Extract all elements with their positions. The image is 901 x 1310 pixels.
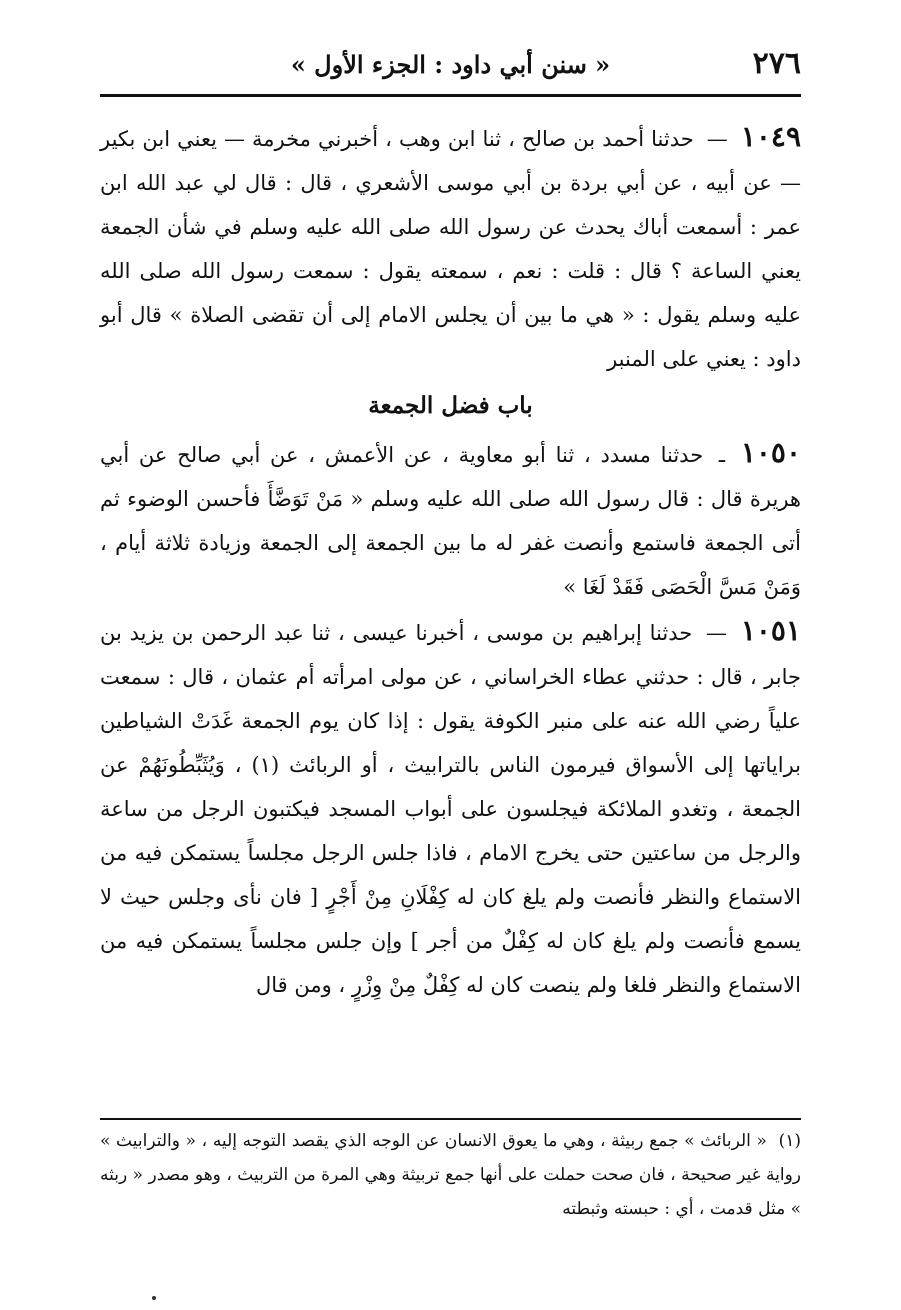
footnote-text: « الربائث » جمع ربيثة ، وهي ما يعوق الانسان عن الوجه الذي يقصد التوجه إليه ، « والترابيث » رواية غير صحيحة ، فان صحت حملت على أنها جمع تربيثة وهي المرة من التربيث ، وهو مصدر « ربثه » مثل قدمت ، أي : حبسته وثبطته	[100, 1131, 801, 1219]
running-title: « سنن أبي داود : الجزء الأول »	[290, 50, 611, 79]
hadith-1050	[100, 431, 801, 609]
hadith-1049	[100, 115, 801, 381]
ink-dot	[152, 1296, 156, 1300]
hadith-number: ١٠٤٩	[740, 120, 801, 153]
footnote-rule	[100, 1118, 801, 1120]
page-header	[100, 40, 801, 90]
hadith-dash: —	[706, 127, 728, 151]
hadith-number: ١٠٥٠	[740, 436, 801, 469]
header-rule	[100, 94, 801, 97]
hadith-dash: ـ	[718, 443, 726, 467]
page-body	[100, 115, 801, 1007]
hadith-dash: —	[706, 621, 728, 645]
hadith-1051	[100, 609, 801, 1007]
hadith-text: حدثنا مسدد ، ثنا أبو معاوية ، عن الأعمش ، عن أبي صالح عن أبي هريرة قال : قال رسول الله صلى الله عليه وسلم « مَنْ تَوَضَّأَ فأحسن الوضوء ثم أتى الجمعة فاستمع وأنصت غفر له ما بين الجمعة إلى الجمعة وزيادة ثلاثة أيام ، وَمَنْ مَسَّ الْحَصَى فَقَدْ لَغَا »	[100, 443, 801, 599]
hadith-text: حدثنا إبراهيم بن موسى ، أخبرنا عيسى ، ثنا عبد الرحمن بن يزيد بن جابر ، قال : حدثني عطاء الخراساني ، عن مولى امرأته أم عثمان ، قال : سمعت علياً رضي الله عنه على منبر الكوفة يقول : إذا كان يوم الجمعة غَدَتْ الشياطين براياتها إلى الأسواق فيرمون الناس بالترابيث ، أو الربائث (١) ، وَيُثَبِّطُونَهُمْ عن الجمعة ، وتغدو الملائكة فيجلسون على أبواب المسجد فيكتبون الرجل من ساعة والرجل من ساعتين حتى يخرج الامام ، فاذا جلس الرجل مجلساً يستمكن فيه من الاستماع والنظر فأنصت ولم يلغ كان له كِفْلَانِ مِنْ أَجْرٍ [ فان نأى وجلس حيث لا يسمع فأنصت ولم يلغ كان له كِفْلٌ من أجر ] وإن جلس مجلساً يستمكن فيه من الاستماع والنظر فلغا ولم ينصت كان له كِفْلٌ مِنْ وِزْرٍ ، ومن قال	[100, 621, 802, 997]
chapter-title: باب فضل الجمعة	[368, 392, 533, 419]
footnotes	[100, 1124, 801, 1226]
hadith-number: ١٠٥١	[740, 614, 801, 647]
page-number: ٢٧٦	[752, 46, 801, 81]
footnote-number: (١)	[778, 1131, 802, 1151]
hadith-text: حدثنا أحمد بن صالح ، ثنا ابن وهب ، أخبرني مخرمة — يعني ابن بكير — عن أبيه ، عن أبي بردة بن أبي موسى الأشعري ، قال : قال لي عبد الله ابن عمر : أسمعت أباك يحدث عن رسول الله صلى الله عليه وسلم في شأن الجمعة يعني الساعة ؟ قال : قلت : نعم ، سمعته يقول : سمعت رسول الله صلى الله عليه وسلم يقول : « هي ما بين أن يجلس الامام إلى أن تقضى الصلاة » قال أبو داود : يعني على المنبر	[100, 127, 801, 371]
